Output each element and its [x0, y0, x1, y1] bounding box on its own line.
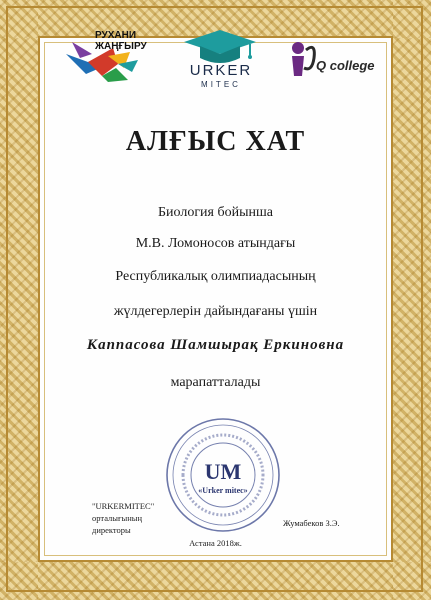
official-seal-stamp — [163, 415, 283, 535]
signature-center: орталығының — [92, 513, 143, 523]
body-line-named-after: М.В. Ломоносов атындағы — [135, 236, 296, 251]
seal-initials: UM — [204, 459, 242, 484]
recipient-name: Каппасова Шамшырақ Еркиновна — [86, 337, 345, 353]
certificate-title: АЛҒЫС ХАТ — [125, 126, 306, 157]
mitec-logo-subtitle: MITEC — [201, 80, 241, 89]
signature-org: "URKERMITEC" — [92, 501, 155, 511]
body-line-subject: Биология бойынша — [157, 205, 273, 220]
director-name: Жумабеков З.Э. — [283, 518, 340, 528]
city-year: Астана 2018ж. — [189, 538, 242, 548]
urker-logo-name: URKER — [189, 62, 253, 79]
signature-title: директоры — [92, 525, 131, 535]
body-line-olympiad: Республикалық олимпиадасының — [115, 269, 316, 284]
body-line-reason: жүлдегерлерін дайындағаны үшін — [113, 304, 318, 319]
rukhani-zhangyru-text: РУХАНИ ЖАҢҒЫРУ — [95, 30, 147, 52]
iq-college-text: Q college — [316, 58, 375, 73]
body-line-awarded: марапатталады — [170, 375, 261, 390]
seal-name: «Urker mitec» — [198, 486, 248, 495]
director-signature-block — [92, 500, 154, 536]
